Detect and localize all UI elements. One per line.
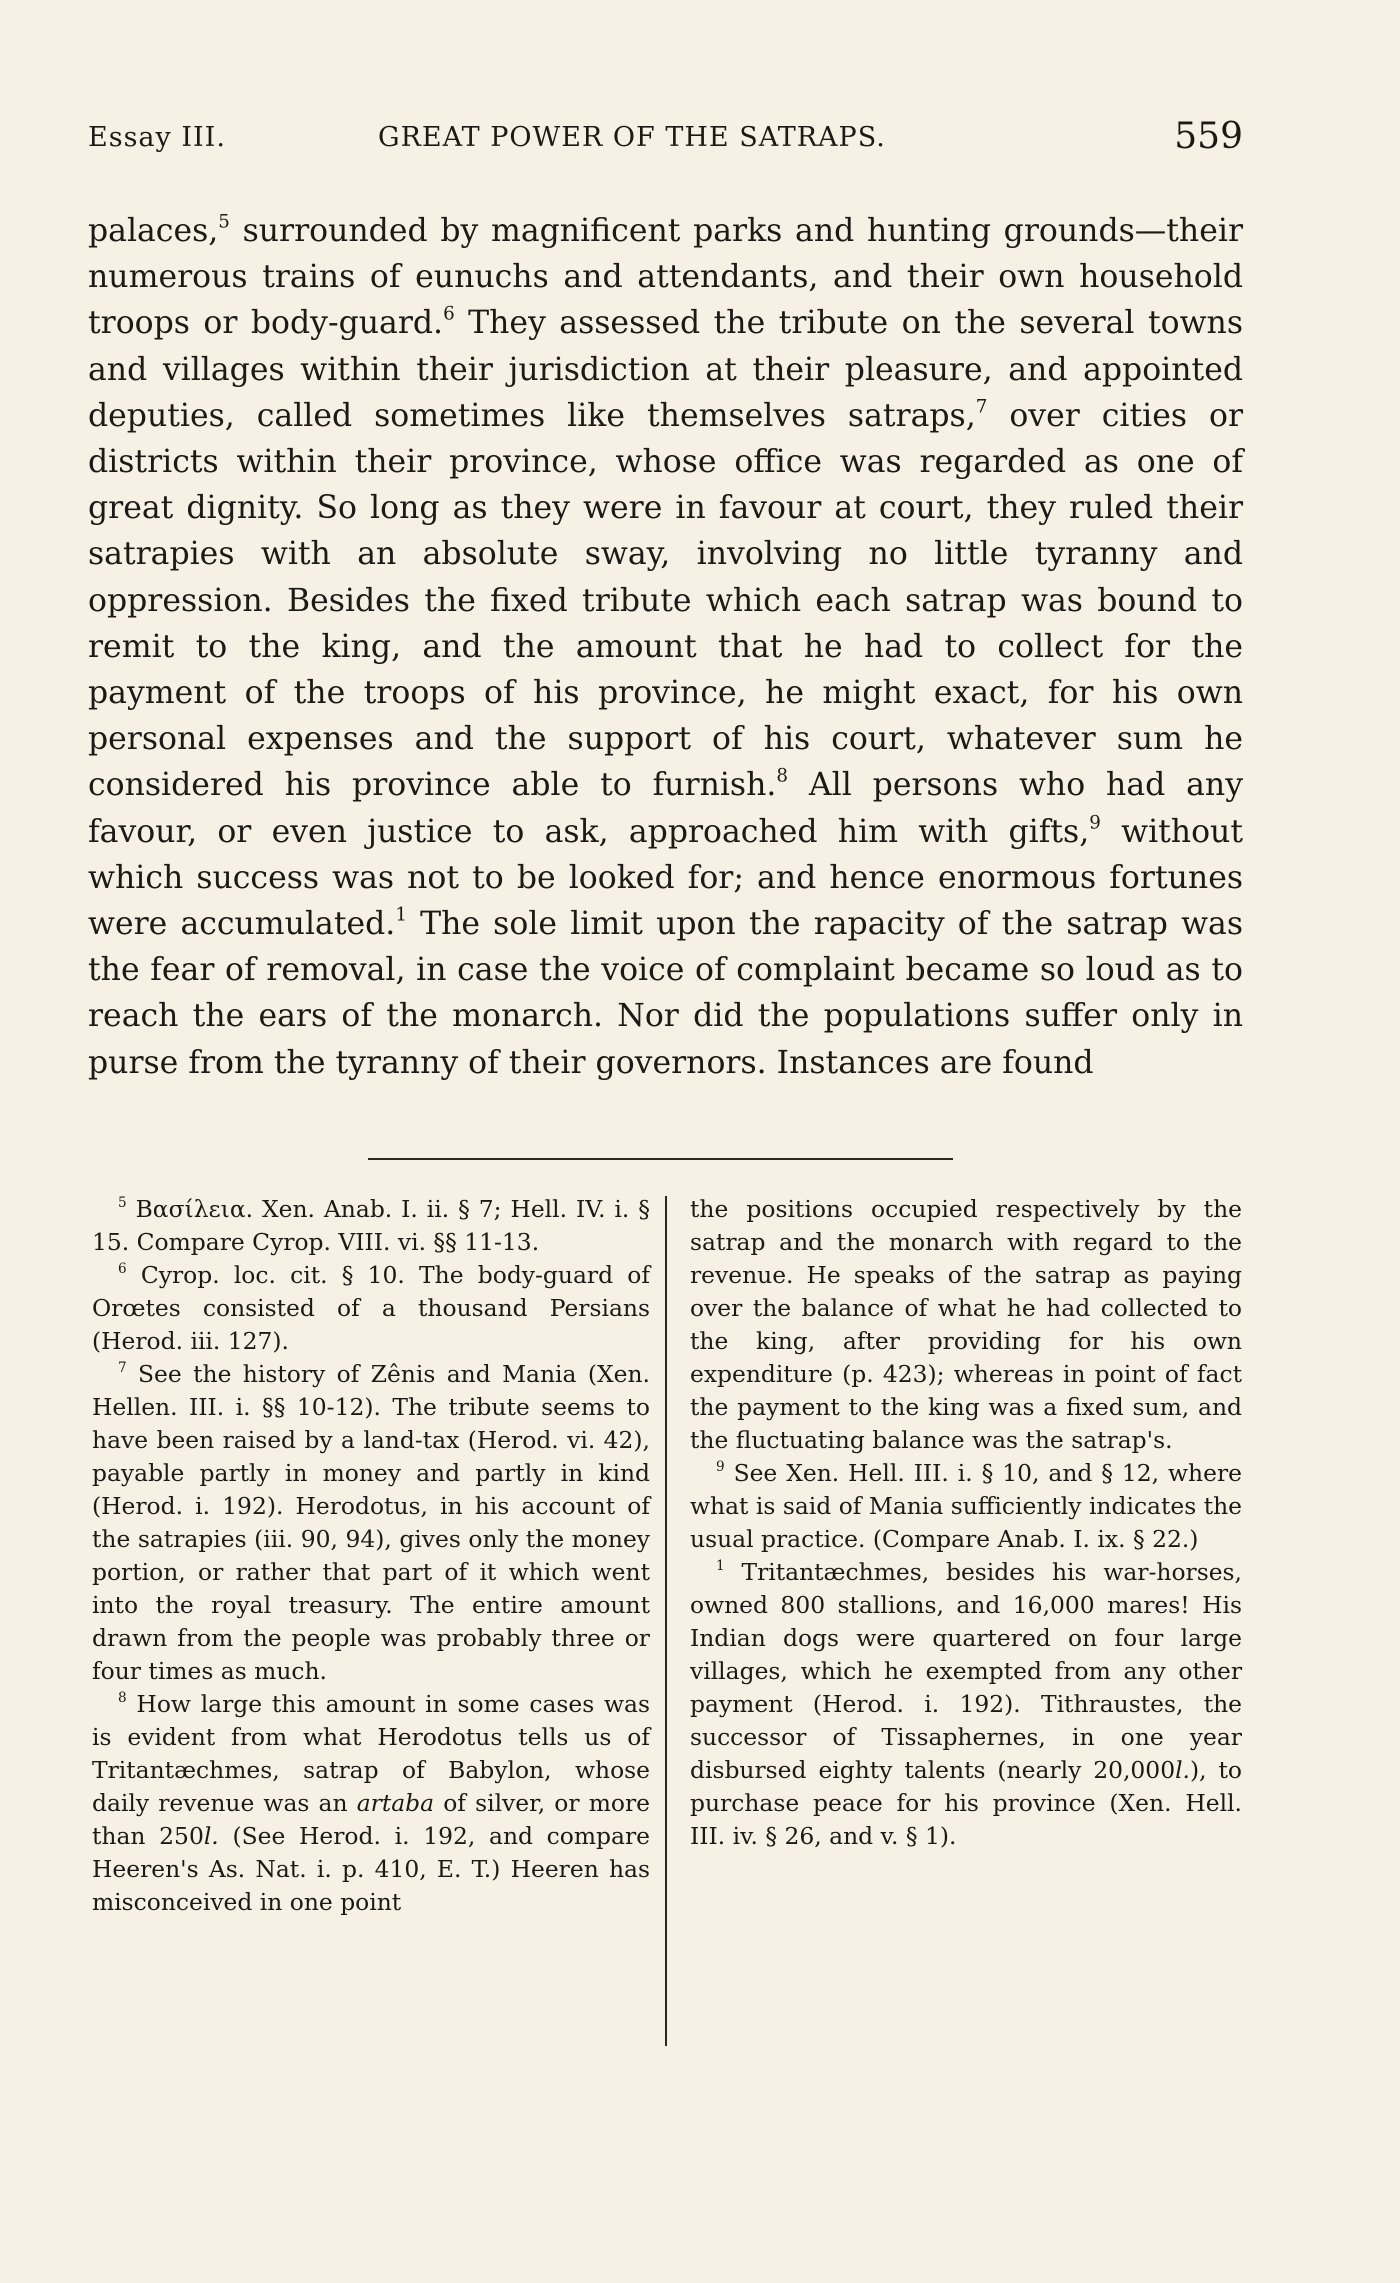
text-run: over cities or districts within their province, whose office was regarded as one of great dignity. So long as they were in favour at court, they ruled their satrapies with an absolute sway, involving no little tyranny and oppression. Besides the fixed tribute which each satrap was bound to remit to the king, and the amount that he had to collect for the payment of the troops of his province, he might exact, for his own personal expenses and the support of his court, whatever sum he considered his province able to furnish. — [88, 397, 1244, 804]
footnote-mark: 9 — [716, 1458, 725, 1475]
footnote-9 — [690, 1457, 1242, 1556]
footnote-mark: 5 — [118, 1194, 127, 1211]
footnote-8-continued: the positions occupied respectively by the satrap and the monarch with regard to the revenue. He speaks of the satrap as paying over the balance of what he had collected to the king, after providing for his own expenditure (p. 423); whereas in point of fact the payment to the king was a fixed sum, and the fluctuating balance was the satrap's. — [690, 1195, 1242, 1454]
footnote-text: (See Herod. i. 192, and compare Heeren's As. Nat. i. p. 410, E. T.) Heeren has misconceived in one point — [92, 1822, 650, 1916]
footnote-text: How large this amount in some cases was is evident from what Herodotus tells us of Tritantæchmes, satrap of Babylon, whose daily revenue was an — [92, 1690, 650, 1817]
footnote-8 — [92, 1688, 650, 1919]
footnote-6 — [92, 1259, 650, 1358]
footnote-text: See the history of Zênis and Mania (Xen. Hellen. III. i. §§ 10-12). The tribute seems to have been raised by a land-tax (Herod. vi. 42), payable partly in money and partly in kind (Herod. i. 192). Herodotus, in his account of the satrapies (iii. 90, 94), gives only the money portion, or rather that part of it which went into the royal treasury. The entire amount drawn from the people was probably three or four times as much. — [92, 1360, 650, 1685]
text-run: surrounded by magnificent parks and hunting grounds—their numerous trains of eunuchs and attendants, and their own household troops or body-guard. — [88, 213, 1243, 342]
footnotes-right-column — [690, 1193, 1242, 1853]
footnote-mark: 6 — [118, 1260, 127, 1277]
main-paragraph — [88, 208, 1243, 1086]
main-text — [88, 208, 1243, 1086]
footnote-ref-1: 1 — [395, 904, 407, 926]
text-run: All persons who had any favour, or even justice to ask, approached him with gifts, — [88, 767, 1244, 850]
footnote-italic: l. — [1175, 1756, 1190, 1784]
footnote-mark: 1 — [716, 1557, 725, 1574]
footnote-text: See Xen. Hell. III. i. § 10, and § 12, where what is said of Mania sufficiently indicates the usual practice. (Compare Anab. I. ix. § 22.) — [690, 1459, 1242, 1553]
footnote-separator — [368, 1158, 953, 1160]
page-number: 559 — [1174, 116, 1243, 157]
footnote-ref-9: 9 — [1089, 811, 1101, 833]
footnote-text: Βασίλεια. Xen. Anab. I. ii. § 7; Hell. IV. i. § 15. Compare Cyrop. VIII. vi. §§ 11-13. — [92, 1195, 650, 1256]
text-run: The sole limit upon the rapacity of the satrap was the fear of removal, in case the voice of complaint became so loud as to reach the ears of the monarch. Nor did the populations suffer only in purse from the tyranny of their governors. Instances are found — [88, 906, 1243, 1081]
footnote-italic: artaba — [356, 1789, 435, 1817]
footnote-text: ), to purchase peace for his province (Xen. Hell. III. iv. § 26, and v. § 1). — [690, 1756, 1242, 1850]
column-divider — [665, 1196, 667, 2046]
footnote-mark: 7 — [118, 1359, 127, 1376]
footnote-text: Cyrop. loc. cit. § 10. The body-guard of Orœtes consisted of a thousand Persians (Herod. iii. 127). — [92, 1261, 650, 1355]
footnote-ref-5: 5 — [218, 211, 230, 233]
footnote-mark: 8 — [118, 1689, 127, 1706]
footnote-5 — [92, 1193, 650, 1259]
text-run: They assessed the tribute on the several towns and villages within their jurisdiction at their pleasure, and appointed deputies, called sometimes like themselves satraps, — [88, 305, 1243, 434]
running-header — [88, 116, 1243, 162]
footnote-italic: l. — [203, 1822, 219, 1850]
footnote-ref-8: 8 — [776, 765, 789, 787]
footnote-ref-6: 6 — [443, 303, 455, 325]
text-run: without which success was not to be looked for; and hence enormous fortunes were accumulated. — [88, 813, 1244, 943]
footnote-7 — [92, 1358, 650, 1688]
footnote-ref-7: 7 — [975, 396, 988, 418]
footnote-1 — [690, 1556, 1242, 1853]
footnote-text: of silver, or more than 250 — [92, 1789, 650, 1850]
footnotes-left-column — [92, 1193, 650, 1919]
essay-label: Essay III. — [88, 122, 226, 153]
footnote-text: Tritantæchmes, besides his war-horses, owned 800 stallions, and 16,000 mares! His Indian dogs were quartered on four large villages, which he exempted from any other payment (Herod. i. 192). Tithraustes, the successor of Tissaphernes, in one year disbursed eighty talents (nearly 20,000 — [690, 1558, 1242, 1784]
chapter-title: GREAT POWER OF THE SATRAPS. — [378, 122, 886, 153]
text-run: palaces, — [88, 213, 219, 249]
